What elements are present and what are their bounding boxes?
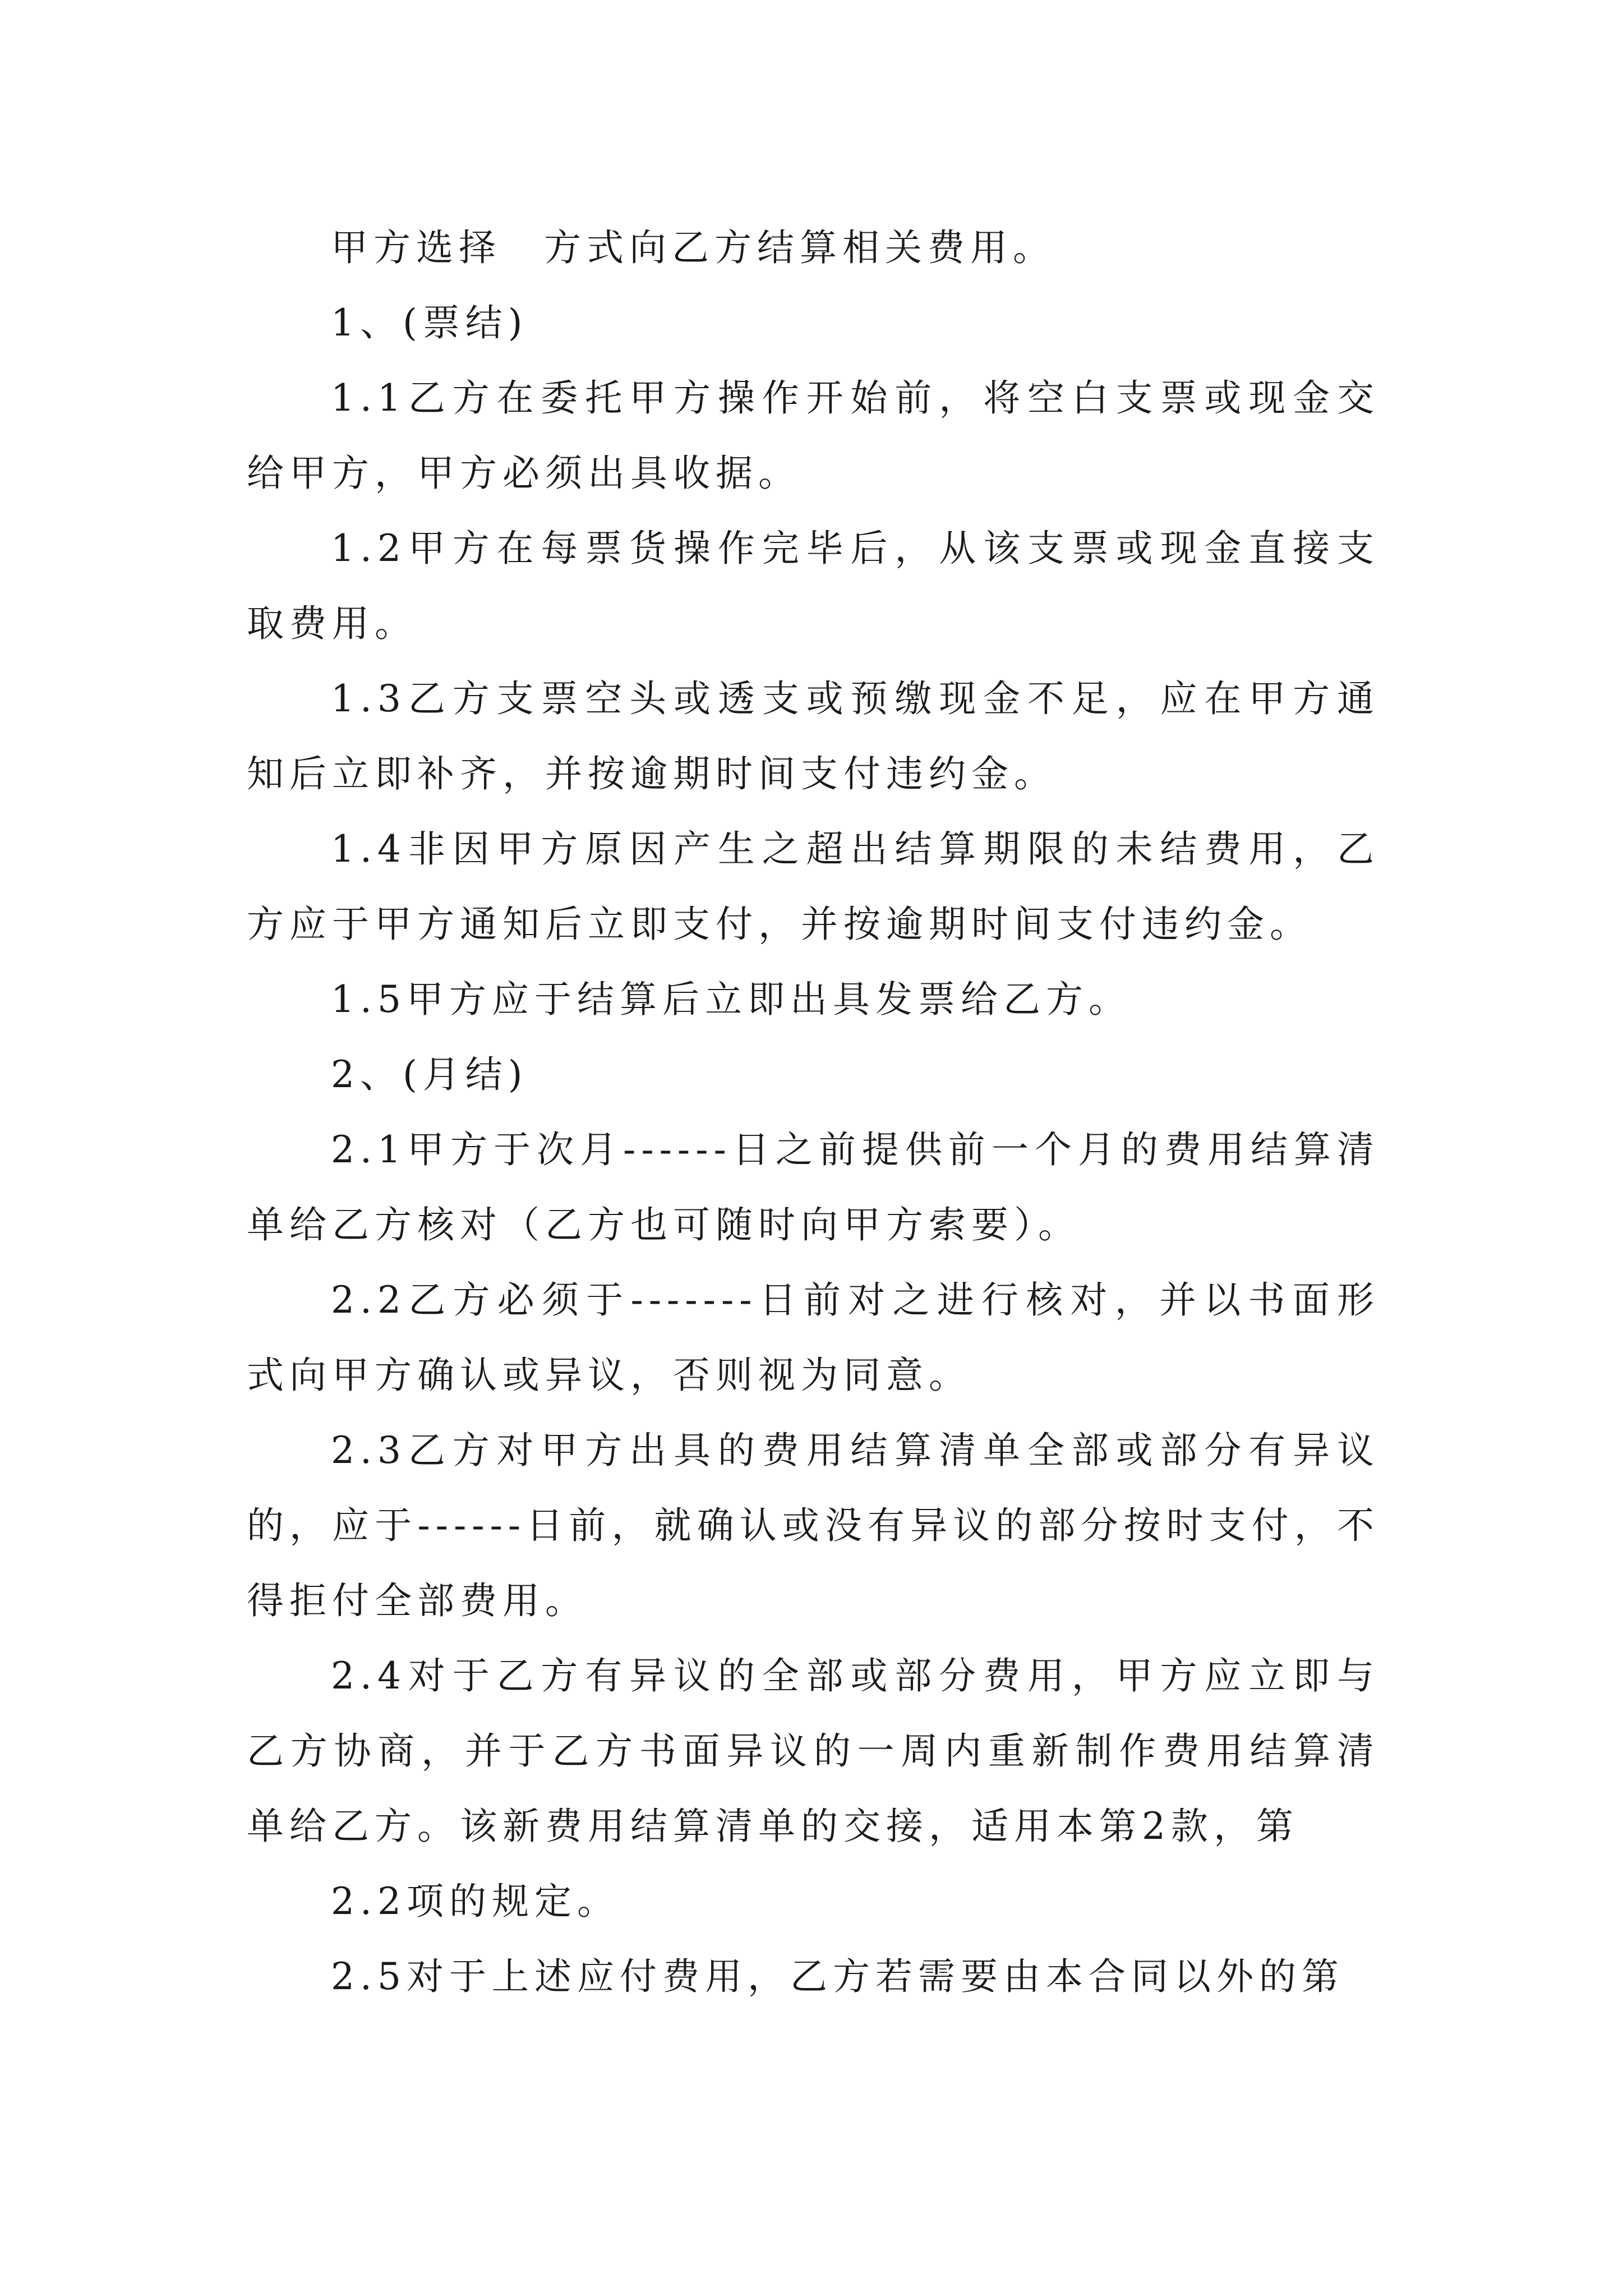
clause-2-4: 2.4对于乙方有异议的全部或部分费用，甲方应立即与乙方协商，并于乙方书面异议的一周内重新制作费用结算清单给乙方。该新费用结算清单的交接，适用本第2款，第 bbox=[247, 1654, 1380, 1848]
clause-2-5: 2.5对于上述应付费用，乙方若需要由本合同以外的第 bbox=[331, 1955, 1344, 1998]
contract-body bbox=[247, 210, 1380, 2014]
clause-1-3: 1.3乙方支票空头或透支或预缴现金不足，应在甲方通知后立即补齐，并按逾期时间支付违约金。 bbox=[247, 677, 1380, 795]
clause-2-2: 2.2乙方必须于-------日前对之进行核对，并以书面形式向甲方确认或异议，否则视为同意。 bbox=[247, 1278, 1380, 1397]
clause-1-1: 1.1乙方在委托甲方操作开始前，将空白支票或现金交给甲方，甲方必须出具收据。 bbox=[247, 376, 1380, 495]
clause-2-1: 2.1甲方于次月------日之前提供前一个月的费用结算清单给乙方核对（乙方也可随时向甲方索要）。 bbox=[247, 1128, 1380, 1246]
clause-2-3: 2.3乙方对甲方出具的费用结算清单全部或部分有异议的，应于------日前，就确认或没有异议的部分按时支付，不得拒付全部费用。 bbox=[247, 1429, 1380, 1622]
clause-1-5: 1.5甲方应于结算后立即出具发票给乙方。 bbox=[331, 978, 1131, 1021]
heading-ticket-settlement: 1、(票结) bbox=[331, 301, 528, 344]
heading-monthly-settlement: 2、(月结) bbox=[331, 1053, 528, 1096]
clause-2-4-continued: 2.2项的规定。 bbox=[331, 1880, 620, 1923]
clause-1-4: 1.4非因甲方原因产生之超出结算期限的未结费用，乙方应于甲方通知后立即支付，并按逾期时间支付违约金。 bbox=[247, 827, 1380, 946]
clause-1-2: 1.2甲方在每票货操作完毕后，从该支票或现金直接支取费用。 bbox=[247, 527, 1380, 645]
paragraph-settlement-method: 甲方选择 方式向乙方结算相关费用。 bbox=[331, 226, 1055, 269]
